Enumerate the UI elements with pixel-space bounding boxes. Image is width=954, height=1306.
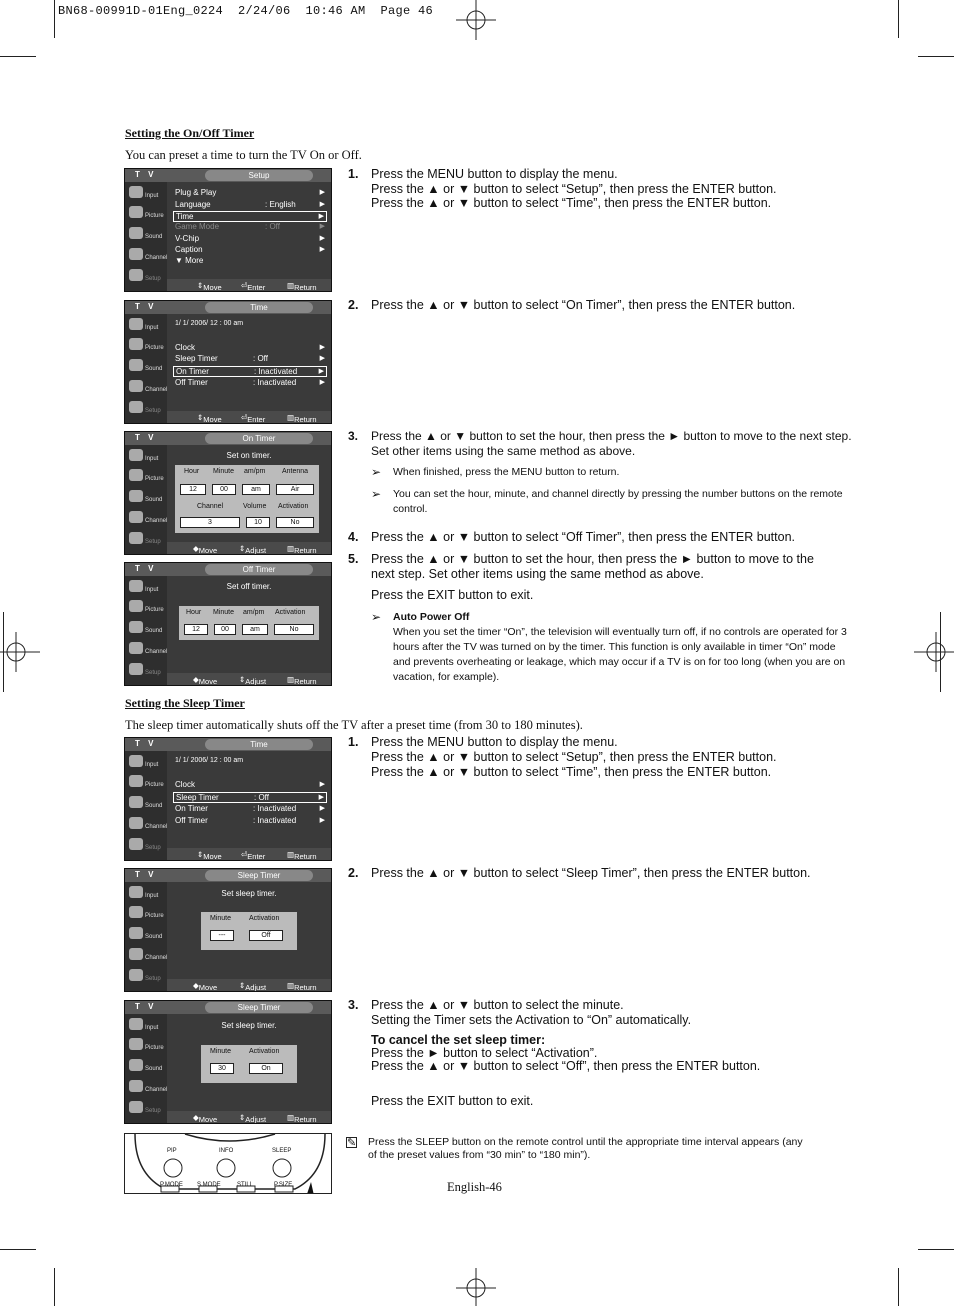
timer-settings-box: Hour Minute am/pm Activation 12 00 am No — [179, 606, 319, 640]
registration-mark-icon — [456, 0, 496, 40]
osd-title: Time — [205, 302, 313, 313]
picture-icon — [129, 206, 143, 218]
sleep-settings-box: Minute Activation 30 On — [201, 1045, 297, 1083]
section-title-sleep-timer: Setting the Sleep Timer — [125, 696, 245, 710]
input-icon — [129, 318, 143, 330]
sidebar-item-setup: Setup — [127, 532, 167, 552]
tv-label: T V — [135, 433, 157, 442]
registration-mark-icon — [456, 1268, 496, 1306]
hour-field[interactable]: 12 — [180, 484, 206, 495]
antenna-field[interactable]: Air — [276, 484, 314, 495]
osd-bottom-bar: ◆ Move ⇕ Adjust ▥ Return — [167, 979, 331, 991]
menu-row-selected: Time ▶ — [173, 211, 327, 222]
setup-icon — [129, 1101, 143, 1113]
sidebar-item-sound: Sound — [127, 227, 167, 247]
setup-icon — [129, 663, 143, 675]
tv-label: T V — [135, 739, 157, 748]
note-arrow-icon: ➢ — [371, 465, 382, 479]
volume-field[interactable]: 10 — [246, 517, 270, 528]
input-icon — [129, 580, 143, 592]
sidebar-item-input: Input — [127, 318, 167, 338]
channel-icon — [129, 642, 143, 654]
input-icon — [129, 886, 143, 898]
minute-field[interactable]: 00 — [214, 624, 236, 635]
timer-settings-box: Hour Minute am/pm Antenna 12 00 am Air Channel Volume Activation 3 10 No — [175, 465, 319, 533]
tv-label: T V — [135, 170, 157, 179]
input-icon — [129, 1018, 143, 1030]
note-arrow-icon: ➢ — [371, 487, 382, 501]
sidebar-item-channel: Channel — [127, 642, 167, 662]
sound-icon — [129, 1059, 143, 1071]
setup-icon — [129, 269, 143, 281]
crop-mark — [0, 1249, 36, 1250]
input-icon — [129, 186, 143, 198]
menu-row: Off Timer : Inactivated ▶ — [175, 816, 325, 825]
menu-row: ▼ More — [175, 256, 204, 265]
osd-title: Setup — [205, 170, 313, 181]
sidebar-item-input: Input — [127, 580, 167, 600]
sleep-settings-box: Minute Activation --- Off — [201, 912, 297, 950]
crop-mark — [54, 0, 55, 38]
print-header: BN68-00991D-01Eng_0224 2/24/06 10:46 AM Page 46 — [58, 4, 434, 18]
osd-setup-menu — [124, 168, 332, 292]
osd-bottom-bar: ⇕ Move ⏎ Enter ▥ Return — [167, 411, 331, 423]
osd-title: On Timer — [205, 433, 313, 444]
sound-icon — [129, 490, 143, 502]
sidebar-item-setup: Setup — [127, 969, 167, 989]
enter-hint: ⏎ Enter — [241, 281, 266, 292]
osd-sleep-timer — [124, 868, 332, 992]
sidebar-item-input: Input — [127, 886, 167, 906]
osd-heading: Set sleep timer. — [221, 1021, 277, 1030]
menu-row: Caption ▶ — [175, 245, 325, 254]
osd-on-timer — [124, 431, 332, 555]
channel-icon — [129, 380, 143, 392]
activation-field[interactable]: No — [274, 624, 314, 635]
sidebar-item-sound: Sound — [127, 927, 167, 947]
sidebar-item-picture: Picture — [127, 1038, 167, 1058]
osd-bottom-bar — [167, 279, 331, 291]
menu-row: Clock ▶ — [175, 780, 325, 789]
osd-bottom-bar: ◆ Move ⇕ Adjust ▥ Return — [167, 673, 331, 685]
sidebar-item-sound: Sound — [127, 490, 167, 510]
osd-bottom-bar: ⇕ Move ⏎ Enter ▥ Return — [167, 848, 331, 860]
sidebar-item-picture: Picture — [127, 469, 167, 489]
input-icon — [129, 755, 143, 767]
picture-icon — [129, 600, 143, 612]
sidebar-item-setup: Setup — [127, 1101, 167, 1121]
channel-icon — [129, 511, 143, 523]
sidebar-item-sound: Sound — [127, 621, 167, 641]
sidebar-item-channel: Channel — [127, 948, 167, 968]
setup-icon — [129, 838, 143, 850]
channel-icon — [129, 248, 143, 260]
sidebar-item-channel: Channel — [127, 817, 167, 837]
menu-row: Off Timer : Inactivated ▶ — [175, 378, 325, 387]
sidebar-item-input: Input — [127, 755, 167, 775]
osd-title: Sleep Timer — [205, 1002, 313, 1013]
section-title-on-off-timer: Setting the On/Off Timer — [125, 126, 255, 140]
osd-heading: Set off timer. — [226, 582, 272, 591]
remote-control-icon — [125, 1134, 332, 1194]
sidebar-item-input: Input — [127, 186, 167, 206]
current-time: 1/ 1/ 2006/ 12 : 00 am — [175, 320, 244, 327]
current-time: 1/ 1/ 2006/ 12 : 00 am — [175, 757, 244, 764]
menu-row: Game Mode : Off ▶ — [175, 222, 325, 231]
activation-field[interactable]: Off — [249, 930, 283, 941]
menu-row-selected: On Timer : Inactivated ▶ — [173, 366, 327, 377]
sidebar-item-input: Input — [127, 1018, 167, 1038]
sound-icon — [129, 621, 143, 633]
sidebar-item-picture: Picture — [127, 775, 167, 795]
osd-title: Off Timer — [205, 564, 313, 575]
minute-field[interactable]: 30 — [210, 1063, 234, 1074]
sound-icon — [129, 796, 143, 808]
picture-icon — [129, 469, 143, 481]
sound-icon — [129, 359, 143, 371]
menu-row-selected: Sleep Timer : Off ▶ — [173, 792, 327, 803]
tv-label: T V — [135, 1002, 157, 1011]
sidebar-item-picture: Picture — [127, 600, 167, 620]
activation-field[interactable]: No — [276, 517, 314, 528]
setup-icon — [129, 401, 143, 413]
osd-heading: Set sleep timer. — [221, 889, 277, 898]
picture-icon — [129, 775, 143, 787]
menu-row: Plug & Play ▶ — [175, 188, 325, 197]
sidebar-item-setup: Setup — [127, 269, 167, 289]
sidebar-item-input: Input — [127, 449, 167, 469]
menu-row: Sleep Timer : Off ▶ — [175, 354, 325, 363]
channel-icon — [129, 948, 143, 960]
hour-field[interactable]: 12 — [184, 624, 208, 635]
osd-heading: Set on timer. — [226, 451, 272, 460]
note-arrow-icon: ➢ — [371, 610, 382, 624]
return-hint: ▥ Return — [287, 281, 317, 292]
sound-icon — [129, 227, 143, 239]
sidebar-item-channel: Channel — [127, 380, 167, 400]
picture-icon — [129, 906, 143, 918]
crop-mark — [54, 1268, 55, 1306]
crop-mark — [898, 0, 899, 38]
menu-row: Clock ▶ — [175, 343, 325, 352]
osd-bottom-bar: ◆ Move ⇕ Adjust ▥ Return — [167, 1111, 331, 1123]
osd-title: Sleep Timer — [205, 870, 313, 881]
tv-label: T V — [135, 564, 157, 573]
minute-field[interactable]: 00 — [212, 484, 236, 495]
channel-field[interactable]: 3 — [180, 517, 240, 528]
move-hint: ⇕ Move — [197, 281, 222, 292]
tv-label: T V — [135, 302, 157, 311]
crop-mark — [918, 56, 954, 57]
sidebar-item-picture: Picture — [127, 338, 167, 358]
picture-icon — [129, 338, 143, 350]
activation-field[interactable]: On — [249, 1063, 283, 1074]
menu-row: On Timer : Inactivated ▶ — [175, 804, 325, 813]
sidebar-item-setup: Setup — [127, 838, 167, 858]
sidebar-item-picture: Picture — [127, 906, 167, 926]
section-intro: The sleep timer automatically shuts off the TV after a preset time (from 30 to 180 minutes). — [125, 718, 583, 732]
menu-row: V-Chip ▶ — [175, 234, 325, 243]
setup-icon — [129, 969, 143, 981]
input-icon — [129, 449, 143, 461]
sidebar-item-setup: Setup — [127, 401, 167, 421]
ampm-field[interactable]: am — [242, 484, 270, 495]
channel-icon — [129, 1080, 143, 1092]
sidebar-item-channel: Channel — [127, 511, 167, 531]
crop-mark — [0, 56, 36, 57]
sidebar-item-channel: Channel — [127, 248, 167, 268]
sound-icon — [129, 927, 143, 939]
remote-control-illustration: PIP INFO SLEEP P.MODE S.MODE STILL P.SIZE — [124, 1133, 332, 1194]
sidebar-item-channel: Channel — [127, 1080, 167, 1100]
picture-icon — [129, 1038, 143, 1050]
osd-title: Time — [205, 739, 313, 750]
section-intro: You can preset a time to turn the TV On or Off. — [125, 148, 362, 162]
registration-mark-icon — [0, 632, 40, 672]
crop-mark — [918, 1249, 954, 1250]
sidebar-item-picture: Picture — [127, 206, 167, 226]
sidebar-item-sound: Sound — [127, 796, 167, 816]
setup-icon — [129, 532, 143, 544]
registration-mark-icon — [914, 632, 954, 672]
osd-sleep-timer — [124, 1000, 332, 1124]
note-icon: ✎ — [347, 1137, 357, 1149]
osd-time-menu — [124, 737, 332, 861]
crop-mark — [898, 1268, 899, 1306]
tv-label: T V — [135, 870, 157, 879]
minute-field[interactable]: --- — [210, 930, 234, 941]
ampm-field[interactable]: am — [242, 624, 268, 635]
osd-bottom-bar: ◆ Move ⇕ Adjust ▥ Return — [167, 542, 331, 554]
sidebar-item-setup: Setup — [127, 663, 167, 683]
page-number: English-46 — [447, 1180, 502, 1194]
channel-icon — [129, 817, 143, 829]
osd-off-timer — [124, 562, 332, 686]
menu-row: Language : English ▶ — [175, 200, 325, 209]
sidebar-item-sound: Sound — [127, 1059, 167, 1079]
osd-time-menu — [124, 300, 332, 424]
sidebar-item-sound: Sound — [127, 359, 167, 379]
